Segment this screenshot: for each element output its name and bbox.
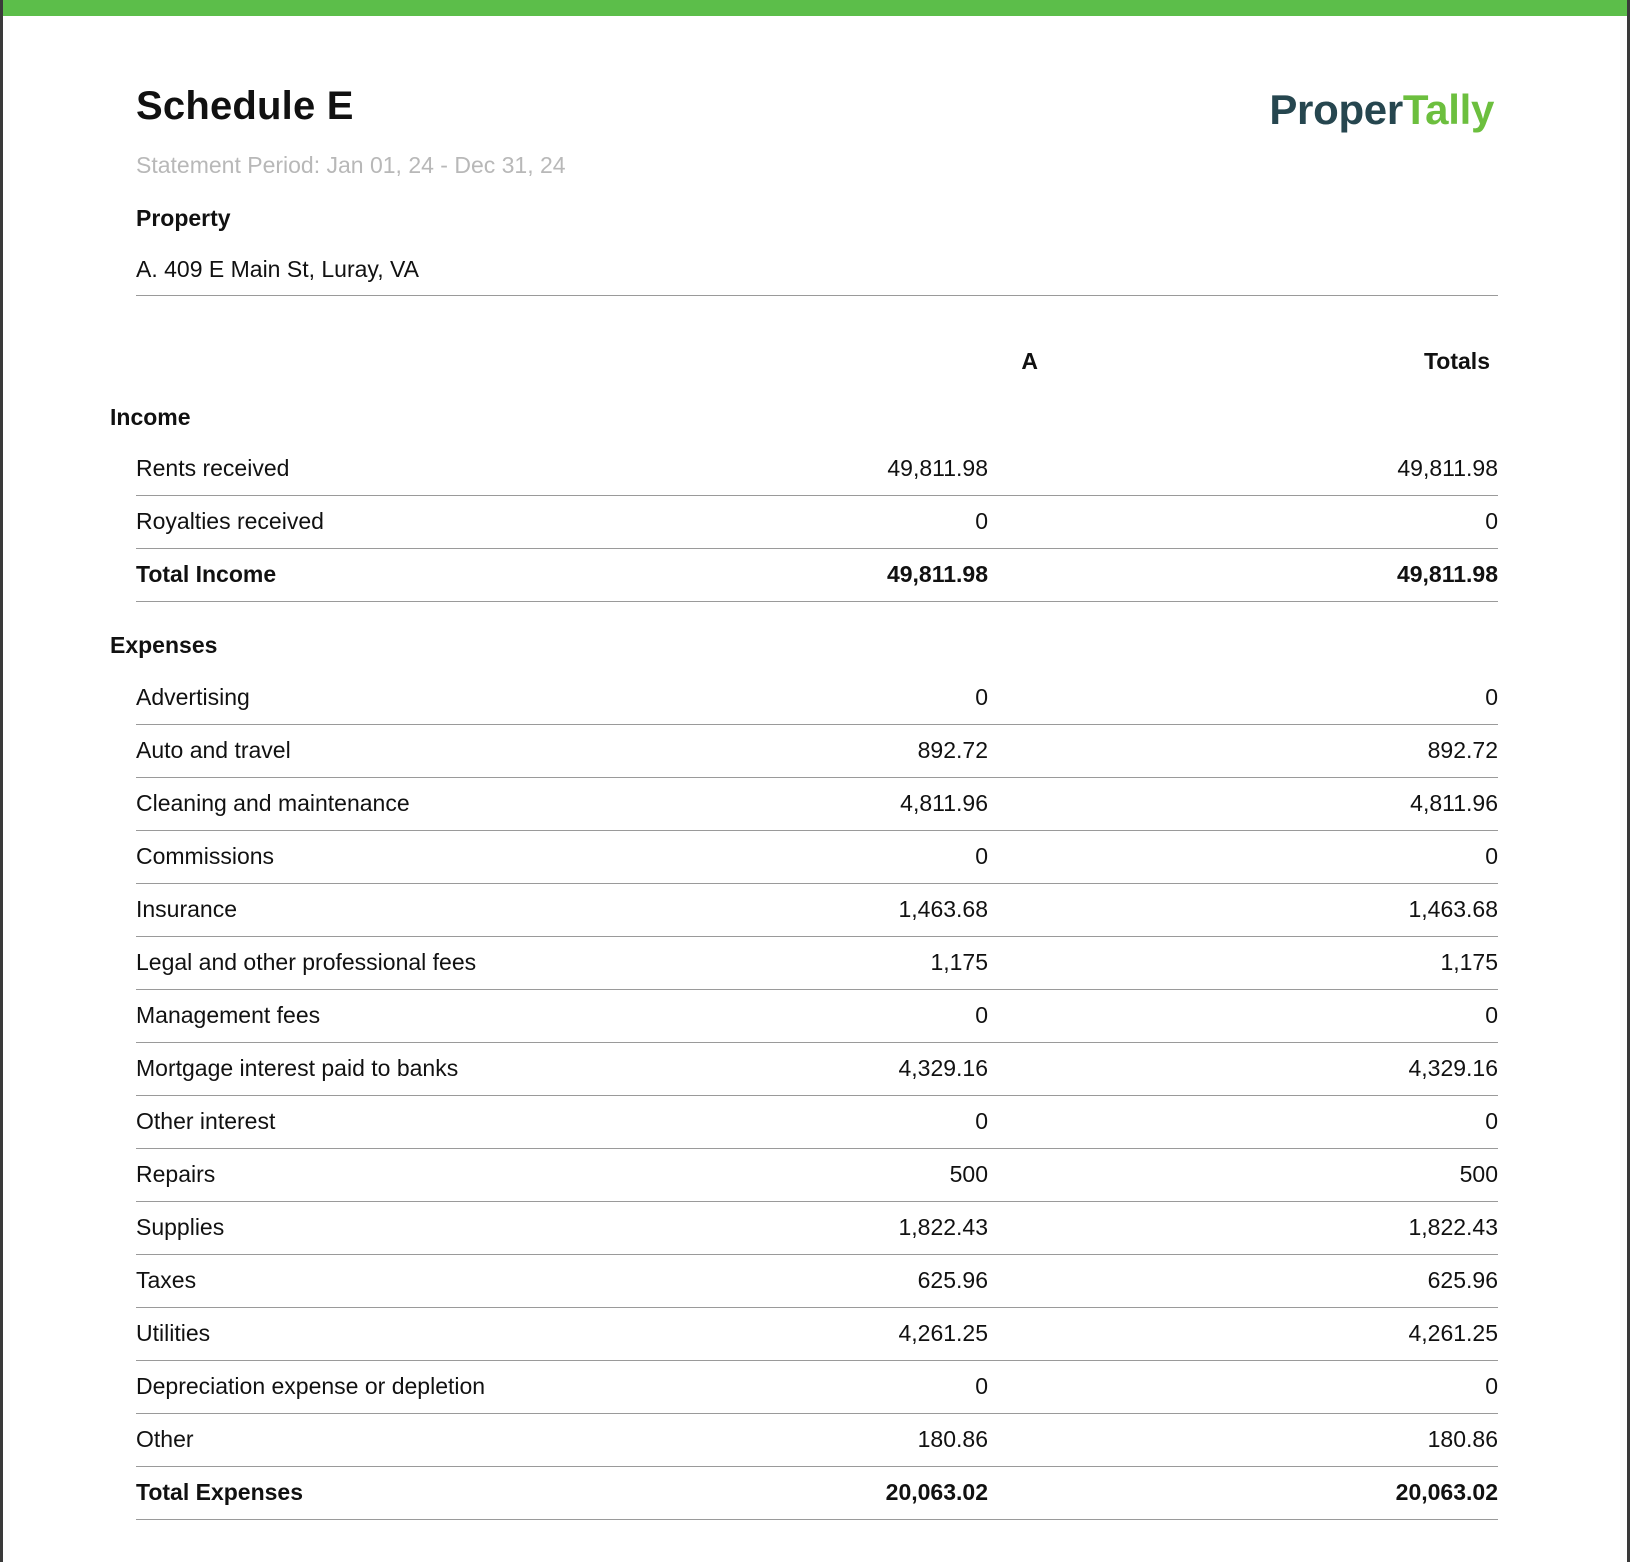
expense-row (136, 672, 1498, 725)
row-value-a: 892.72 (917, 737, 988, 763)
row-label: Management fees (136, 1002, 321, 1028)
row-label: Supplies (136, 1214, 225, 1240)
income-row (136, 496, 1498, 549)
row-value-a: 49,811.98 (886, 561, 988, 587)
row-label: Legal and other professional fees (136, 949, 477, 975)
expense-row (136, 1096, 1498, 1149)
property-label: Property (136, 205, 231, 231)
row-label: Total Income (136, 561, 277, 587)
row-label: Rents received (136, 455, 290, 481)
expense-row (136, 990, 1498, 1043)
section-expenses-label: Expenses (110, 632, 218, 658)
row-value-total: 4,329.16 (1408, 1055, 1498, 1081)
row-value-a: 1,822.43 (898, 1214, 988, 1240)
row-value-a: 49,811.98 (887, 455, 988, 481)
row-value-total: 500 (1459, 1161, 1498, 1187)
row-value-total: 892.72 (1427, 737, 1498, 763)
row-value-total: 0 (1485, 1108, 1498, 1134)
expense-row (136, 725, 1498, 778)
row-label: Total Expenses (136, 1479, 304, 1505)
row-value-a: 4,329.16 (898, 1055, 988, 1081)
row-value-a: 180.86 (917, 1426, 988, 1452)
row-value-a: 0 (975, 1373, 988, 1399)
propertally-logo (1269, 86, 1494, 134)
row-label: Cleaning and maintenance (136, 790, 410, 816)
row-value-total: 625.96 (1427, 1267, 1498, 1293)
row-label: Repairs (136, 1161, 216, 1187)
total-income-row (136, 549, 1498, 602)
logo-text-proper: Proper (1269, 86, 1403, 133)
expense-row (136, 937, 1498, 990)
expense-row (136, 1149, 1498, 1202)
row-value-a: 0 (975, 1108, 988, 1134)
row-value-total: 4,261.25 (1408, 1320, 1498, 1346)
accent-bar (3, 0, 1627, 16)
row-value-total: 4,811.96 (1410, 790, 1498, 816)
row-value-a: 20,063.02 (885, 1479, 988, 1505)
report-title: Schedule E (136, 84, 354, 128)
expense-row (136, 1043, 1498, 1096)
row-value-total: 49,811.98 (1396, 561, 1498, 587)
row-value-a: 4,811.96 (900, 790, 988, 816)
row-value-a: 4,261.25 (898, 1320, 988, 1346)
row-value-a: 1,175 (930, 949, 988, 975)
expense-row (136, 884, 1498, 937)
total-expenses-row (136, 1467, 1498, 1520)
row-value-a: 500 (949, 1161, 988, 1187)
row-label: Commissions (136, 843, 275, 869)
expense-row (136, 1255, 1498, 1308)
row-value-total: 0 (1485, 684, 1498, 710)
row-value-total: 0 (1485, 1002, 1498, 1028)
row-value-total: 20,063.02 (1395, 1479, 1498, 1505)
statement-period: Statement Period: Jan 01, 24 - Dec 31, 24 (136, 152, 566, 178)
row-label: Insurance (136, 896, 238, 922)
section-income-label: Income (110, 404, 191, 430)
row-label: Utilities (136, 1320, 211, 1346)
header-divider (136, 295, 1498, 296)
report-page (3, 0, 1627, 1562)
row-value-total: 49,811.98 (1397, 455, 1498, 481)
expense-row (136, 1414, 1498, 1467)
row-value-a: 0 (975, 684, 988, 710)
income-row (136, 443, 1498, 496)
row-label: Mortgage interest paid to banks (136, 1055, 459, 1081)
column-header-a: A (1021, 348, 1038, 374)
expense-row (136, 1308, 1498, 1361)
row-label: Royalties received (136, 508, 324, 534)
row-value-total: 0 (1485, 1373, 1498, 1399)
row-value-a: 1,463.68 (898, 896, 988, 922)
row-value-total: 0 (1485, 843, 1498, 869)
row-value-total: 1,175 (1440, 949, 1498, 975)
expense-row (136, 831, 1498, 884)
property-address: A. 409 E Main St, Luray, VA (136, 256, 419, 282)
row-value-total: 180.86 (1427, 1426, 1498, 1452)
row-label: Auto and travel (136, 737, 291, 763)
row-value-a: 0 (975, 843, 988, 869)
column-header-totals: Totals (1423, 348, 1490, 374)
row-label: Other (136, 1426, 194, 1452)
row-value-a: 0 (975, 1002, 988, 1028)
row-label: Advertising (136, 684, 250, 710)
logo-text-tally: Tally (1402, 86, 1494, 133)
row-label: Taxes (136, 1267, 197, 1293)
row-value-a: 0 (975, 508, 988, 534)
expense-row (136, 778, 1498, 831)
expense-row (136, 1202, 1498, 1255)
row-value-a: 625.96 (917, 1267, 988, 1293)
expense-row (136, 1361, 1498, 1414)
row-label: Depreciation expense or depletion (136, 1373, 486, 1399)
row-value-total: 1,822.43 (1408, 1214, 1498, 1240)
row-value-total: 1,463.68 (1408, 896, 1498, 922)
row-label: Other interest (136, 1108, 276, 1134)
row-value-total: 0 (1485, 508, 1498, 534)
